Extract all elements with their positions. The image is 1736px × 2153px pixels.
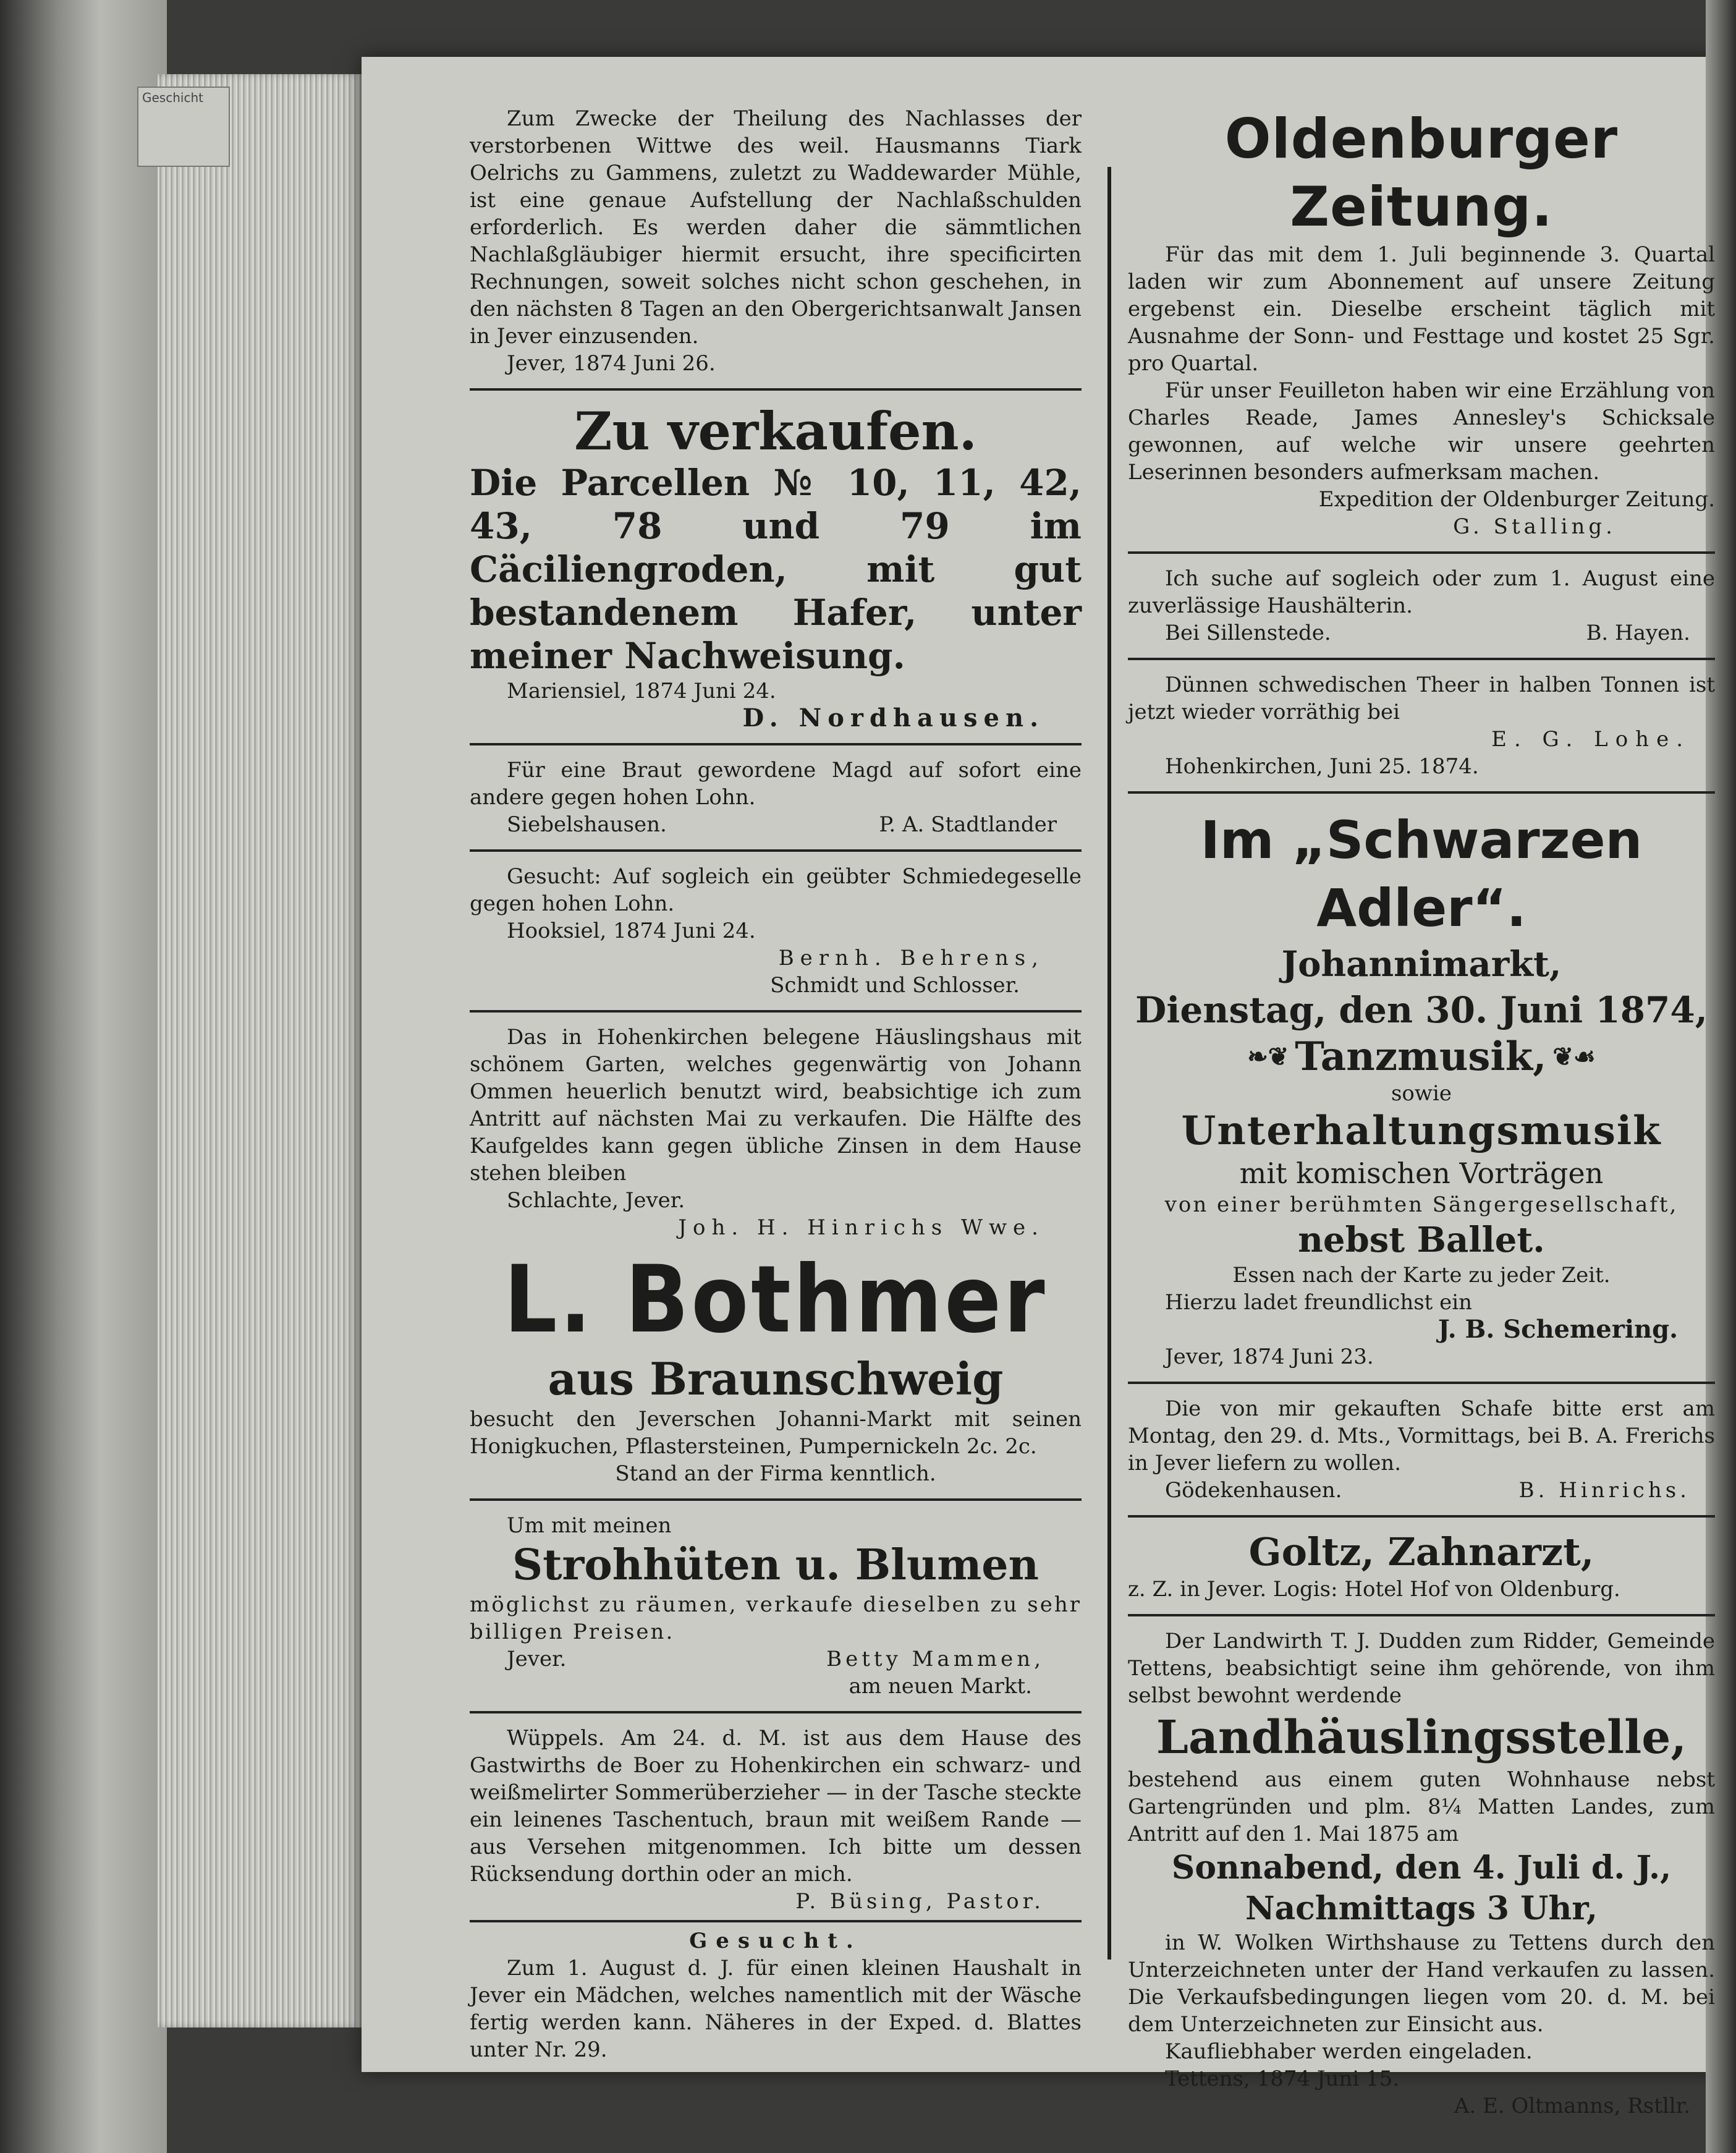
- ad-line: Hierzu ladet freundlichst ein: [1165, 1290, 1473, 1315]
- ad-intro: Um mit meinen: [507, 1513, 672, 1538]
- signature: B. Hinrichs.: [1518, 1478, 1690, 1503]
- divider: [470, 388, 1082, 391]
- place-date: Hohenkirchen, Juni 25. 1874.: [1165, 754, 1479, 779]
- ad-text-3: in W. Wolken Wirthshause zu Tettens durch den Unterzeichneten unter der Hand verkaufen zu lassen. Die Verkaufsbedingungen liegen vom 20. d. M. bei dem Unterzeichneten zur Einsicht aus.: [1128, 1930, 1715, 2037]
- ad-schmiede: [470, 863, 1082, 999]
- ad-text-4: Kaufliebhaber werden eingeladen.: [1165, 2039, 1533, 2064]
- ad-haeuslingshaus: [470, 1024, 1082, 1241]
- ad-sowie: sowie: [1391, 1081, 1452, 1106]
- place: Gödekenhausen.: [1165, 1478, 1342, 1503]
- signature: P. Büsing, Pastor.: [795, 1889, 1044, 1914]
- signature: J. B. Schemering.: [1437, 1315, 1678, 1344]
- ad-theer: [1128, 671, 1715, 780]
- ad-text: z. Z. in Jever. Logis: Hotel Hof von Oldenburg.: [1128, 1577, 1620, 1602]
- signature: A. E. Oltmanns, Rstllr.: [1454, 2094, 1690, 2118]
- ad-date: Dienstag, den 30. Juni 1874,: [1135, 989, 1708, 1031]
- signature: P. A. Stadtlander: [879, 812, 1057, 837]
- signature-address: am neuen Markt.: [849, 1674, 1032, 1699]
- ad-oldenburger-zeitung: [1128, 105, 1715, 540]
- ad-goltz: [1128, 1529, 1715, 1603]
- divider: [1128, 791, 1715, 794]
- ad-text: besucht den Jeverschen Johanni-Markt mit seinen Honigkuchen, Pflastersteinen, Pumpernickeln 2c. 2c.: [470, 1407, 1082, 1459]
- ad-ballet: nebst Ballet.: [1298, 1220, 1545, 1260]
- left-column: [470, 105, 1082, 2063]
- place-date: Mariensiel, 1874 Juni 24.: [507, 679, 776, 703]
- ad-text-2: Für unser Feuilleton haben wir eine Erzählung von Charles Reade, James Annesley's Schicksale gewonnen, auf welche wir unsere geehrten Leserinnen besonders aufmerksam machen.: [1128, 378, 1715, 485]
- ad-text: Gesucht: Auf sogleich ein geübter Schmiedegeselle gegen hohen Lohn.: [470, 864, 1082, 916]
- divider: [470, 1498, 1082, 1501]
- ad-tanz-text: Tanzmusik,: [1295, 1034, 1547, 1080]
- divider: [1128, 1614, 1715, 1616]
- ad-text: Ich suche auf sogleich oder zum 1. August eine zuverlässige Haushälterin.: [1128, 566, 1715, 618]
- ad-time: Nachmittags 3 Uhr,: [1245, 1890, 1598, 1927]
- ornament-right-icon: ❦☙: [1552, 1042, 1596, 1071]
- ad-landhaeuslingsstelle: [1128, 1628, 1715, 2120]
- spine-label-text: Geschicht: [142, 90, 203, 105]
- ad-text: Für das mit dem 1. Juli beginnende 3. Quartal laden wir zum Abonnement auf unsere Zeitung ergebenst ein. Dieselbe erscheint täglich mit Ausnahme der Sonn- und Festtage und kostet 25 Sgr. pro Quartal.: [1128, 242, 1715, 376]
- place-date: Jever, 1874 Juni 23.: [1165, 1344, 1374, 1369]
- ad-heading: Strohhüten u. Blumen: [512, 1540, 1039, 1590]
- ad-strohhueten: [470, 1512, 1082, 1700]
- column-divider: [1107, 167, 1111, 1960]
- ad-text: Die Parcellen № 10, 11, 42, 43, 78 und 79 im Cäciliengroden, mit gut bestandenem Hafer, unter meiner Nachweisung.: [470, 462, 1082, 677]
- ornament-left-icon: ❧❦: [1247, 1042, 1289, 1071]
- expedition: Expedition der Oldenburger Zeitung.: [1318, 487, 1715, 512]
- ad-heading: Landhäuslingsstelle,: [1156, 1711, 1687, 1764]
- place-date: Jever, 1874 Juni 26.: [507, 351, 716, 376]
- place-date: Hooksiel, 1874 Juni 24.: [507, 919, 756, 943]
- ad-line: Johannimarkt,: [1281, 944, 1562, 985]
- ad-text: Zum Zwecke der Theilung des Nachlasses der verstorbenen Wittwe des weil. Hausmanns Tiark Oelrichs zu Gammens, zuletzt zu Waddewarder Mühle, ist eine genaue Aufstellung der Nachlaßschulden erforderlich. Es werden daher die sämmtlichen Nachlaßgläubiger hiermit ersucht, ihre specificirten Rechnungen, soweit solches nicht schon geschehen, in den nächsten 8 Tagen an den Obergerichtsanwalt Jansen in Jever einzusenden.: [470, 106, 1082, 349]
- divider: [470, 1010, 1082, 1013]
- ad-text: Die von mir gekauften Schafe bitte erst am Montag, den 29. d. Mts., Vormittags, bei B. A. Frerichs in Jever liefern zu wollen.: [1128, 1396, 1715, 1476]
- ad-schafe: [1128, 1395, 1715, 1504]
- ad-text: Der Landwirth T. J. Dudden zum Ridder, Gemeinde Tettens, beabsichtigt seine ihm gehörende, von ihm selbst bewohnt werdende: [1128, 1629, 1715, 1708]
- ad-magd: [470, 757, 1082, 838]
- signature: G. Stalling.: [1453, 514, 1616, 539]
- right-column: [1128, 105, 1715, 2120]
- ad-date: Sonnabend, den 4. Juli d. J.,: [1171, 1849, 1672, 1887]
- spine-label: [137, 87, 230, 167]
- ad-text-2: bestehend aus einem guten Wohnhause nebst Gartengründen und plm. 8¼ Matten Landes, zum Antritt auf den 1. Mai 1875 am: [1128, 1767, 1715, 1846]
- signature: E. G. Lohe.: [1491, 727, 1690, 752]
- ad-heading: Zu verkaufen.: [574, 401, 977, 462]
- ad-unterhaltung: Unterhaltungsmusik: [1181, 1108, 1662, 1154]
- ad-haushaelterin: [1128, 565, 1715, 647]
- divider: [470, 743, 1082, 745]
- book-edge: [0, 0, 167, 2153]
- ad-text: Wüppels. Am 24. d. M. ist aus dem Hause des Gastwirths de Boer zu Hohenkirchen ein schwarz- und weißmelirter Sommerüberzieher — in der Tasche steckte ein leinenes Taschentuch, braun mit weißem Rande — aus Versehen mitgenommen. Ich bitte um dessen Rücksendung dorthin oder an mich.: [470, 1726, 1082, 1887]
- signature: Joh. H. Hinrichs Wwe.: [678, 1215, 1044, 1240]
- ad-nachlass: [470, 105, 1082, 377]
- divider: [1128, 1382, 1715, 1384]
- signature: Bernh. Behrens,: [778, 946, 1044, 970]
- place: Jever.: [507, 1647, 567, 1671]
- signature: Betty Mammen,: [826, 1647, 1044, 1671]
- ad-gesucht: [470, 1927, 1082, 2063]
- ad-line: mit komischen Vorträgen: [1239, 1157, 1604, 1190]
- ad-bothmer: [470, 1247, 1082, 1487]
- divider: [1128, 551, 1715, 554]
- ad-line: von einer berühmten Sängergesellschaft,: [1164, 1192, 1679, 1217]
- signature: B. Hayen.: [1586, 621, 1690, 645]
- ad-line: Essen nach der Karte zu jeder Zeit.: [1232, 1263, 1611, 1288]
- divider: [470, 1711, 1082, 1713]
- signature: D. Nordhausen.: [742, 703, 1044, 733]
- ad-text: Für eine Braut gewordene Magd auf sofort eine andere gegen hohen Lohn.: [470, 758, 1082, 810]
- ad-heading: Gesucht.: [689, 1929, 862, 1953]
- divider: [1128, 658, 1715, 660]
- divider: [470, 849, 1082, 852]
- ad-heading: Im „Schwarzen Adler“.: [1200, 810, 1643, 938]
- ad-text: Dünnen schwedischen Theer in halben Tonnen ist jetzt wieder vorräthig bei: [1128, 673, 1715, 724]
- ad-wueppels: [470, 1725, 1082, 1915]
- divider: [1128, 1515, 1715, 1518]
- place-date: Tettens, 1874 Juni 15.: [1165, 2066, 1400, 2091]
- ad-tanzmusik: [1128, 1034, 1715, 1080]
- divider: [470, 1920, 1082, 1922]
- signature-title: Schmidt und Schlosser.: [770, 973, 1020, 998]
- page-stack: [158, 74, 362, 2028]
- place: Schlachte, Jever.: [507, 1188, 685, 1213]
- ad-heading: Oldenburger Zeitung.: [1224, 107, 1619, 239]
- ad-subheading: aus Braunschweig: [548, 1353, 1004, 1405]
- ad-text: Zum 1. August d. J. für einen kleinen Haushalt in Jever ein Mädchen, welches namentlich mit der Wäsche fertig werden kann. Näheres in der Exped. d. Blattes unter Nr. 29.: [470, 1956, 1082, 2062]
- ad-schwarzer-adler: [1128, 806, 1715, 1370]
- ad-text: möglichst zu räumen, verkaufe dieselben zu sehr billigen Preisen.: [470, 1592, 1082, 1644]
- ad-text: Das in Hohenkirchen belegene Häuslingshaus mit schönem Garten, welches gegenwärtig von Johann Ommen heuerlich benutzt wird, beabsichtige ich zum Antritt auf nächsten Mai zu verkaufen. Die Hälfte des Kaufgeldes kann gegen übliche Zinsen in dem Hause stehen bleiben: [470, 1025, 1082, 1186]
- place: Siebelshausen.: [507, 812, 667, 837]
- place: Bei Sillenstede.: [1165, 621, 1331, 645]
- ad-heading: Goltz, Zahnarzt,: [1248, 1529, 1594, 1574]
- ad-heading: L. Bothmer: [504, 1246, 1048, 1354]
- ad-note: Stand an der Firma kenntlich.: [615, 1461, 936, 1486]
- ad-zu-verkaufen: [470, 402, 1082, 732]
